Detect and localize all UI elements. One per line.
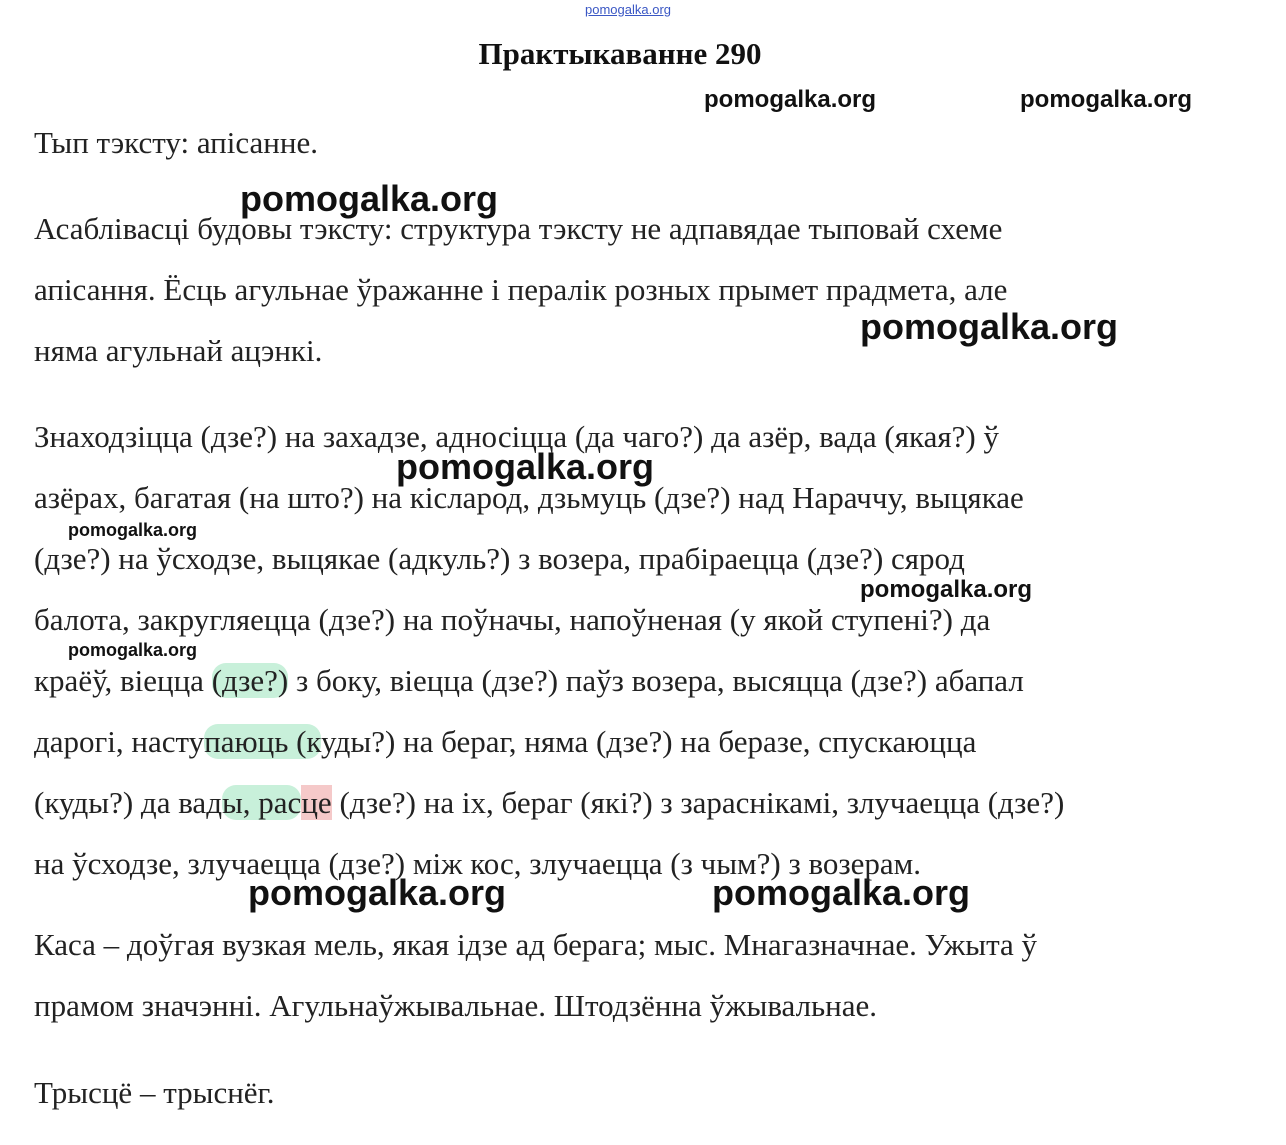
text-line: апісання. Ёсць агульнае ўражанне і пералік розных прымет прадмета, але: [34, 272, 1008, 307]
text-line: (дзе?) на ўсходзе, выцякае (адкуль?) з возера, прабіраецца (дзе?) сярод: [34, 541, 965, 576]
text-line: [34, 772, 1234, 833]
text-segment: (куды?) да вад: [34, 785, 222, 820]
text-segment: дарогі, насту: [34, 724, 205, 759]
text-segment: краёў, віецца: [34, 663, 212, 698]
watermark: pomogalka.org: [860, 306, 1119, 347]
text-line: Тып тэксту: апісанне.: [34, 125, 318, 160]
page-title: Практыкаванне 290: [478, 36, 762, 71]
text-line: [34, 650, 1234, 711]
watermark: pomogalka.org: [704, 86, 877, 113]
watermark: pomogalka.org: [860, 576, 1033, 603]
highlight-green: ы, рас: [221, 785, 302, 820]
watermark: pomogalka.org: [396, 446, 655, 487]
text-line: прамом значэнні. Агульнаўжывальнае. Штодзённа ўжывальнае.: [34, 988, 878, 1023]
highlight-red: це: [301, 785, 332, 820]
watermark-link[interactable]: pomogalka.org: [585, 2, 671, 17]
watermark: pomogalka.org: [248, 872, 507, 913]
paragraph-analysis: [34, 406, 1234, 894]
text-line: азёрах, багатая (на што?) на кісларод, дзьмуць (дзе?) над Нараччу, выцякае: [34, 480, 1024, 515]
text-line: на ўсходзе, злучаецца (дзе?) між кос, злучаецца (з чым?) з возерам.: [34, 846, 922, 881]
paragraph-text-type: [34, 112, 1234, 173]
text-line: Знаходзіцца (дзе?) на захадзе, адносіцца (да чаго?) да азёр, вада (якая?) ў: [34, 419, 999, 454]
text-segment: з боку, віецца (дзе?) паўз возера, высяцца (дзе?) абапал: [288, 663, 1024, 698]
watermark: pomogalka.org: [68, 640, 198, 660]
text-line: балота, закругляецца (дзе?) на поўначы, напоўненая (у якой ступені?) да: [34, 602, 991, 637]
text-segment: уды?) на бераг, няма (дзе?) на беразе, спускаюцца: [321, 724, 977, 759]
paragraph-kasa: [34, 914, 1234, 1036]
watermark: pomogalka.org: [712, 872, 971, 913]
text-segment: (дзе?) на іх, бераг (які?) з зараснікамі, злучаецца (дзе?): [331, 785, 1065, 820]
highlight-green: паюць (к: [204, 724, 322, 759]
highlight-green: (дзе?): [211, 663, 289, 698]
paragraph-trystse: [34, 1062, 1234, 1123]
text-line: Каса – доўгая вузкая мель, якая ідзе ад берага; мыс. Мнагазначнае. Ужыта ў: [34, 927, 1038, 962]
text-line: Асаблівасці будовы тэксту: структура тэксту не адпавядае тыповай схеме: [34, 211, 1003, 246]
watermark: pomogalka.org: [1020, 86, 1193, 113]
watermark: pomogalka.org: [240, 178, 499, 219]
watermark: pomogalka.org: [68, 520, 198, 540]
paragraph-structure: [34, 198, 1234, 381]
text-line: Трысцё – трыснёг.: [34, 1075, 275, 1110]
text-line: [34, 711, 1234, 772]
text-line: няма агульнай ацэнкі.: [34, 333, 323, 368]
